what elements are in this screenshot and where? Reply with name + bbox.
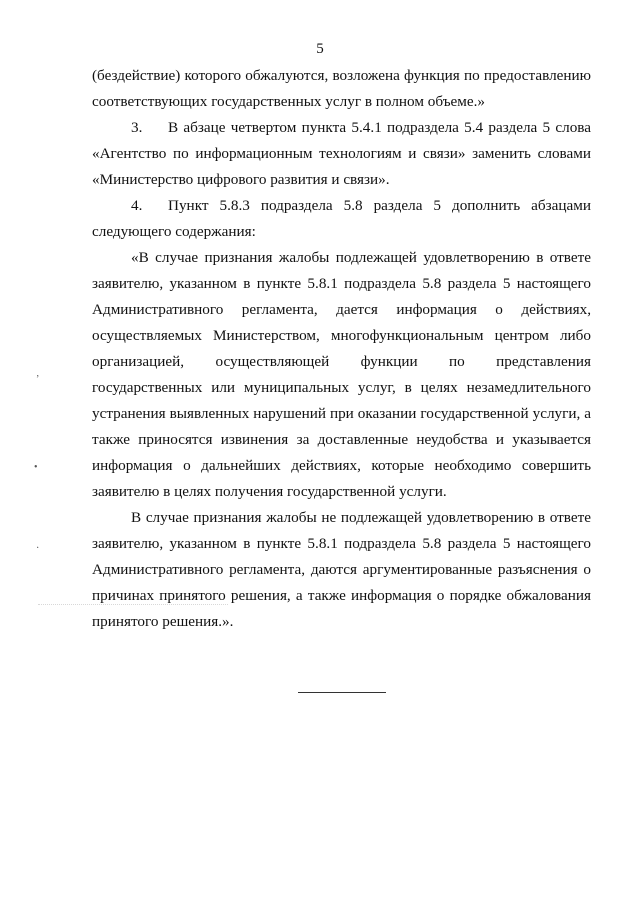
scan-artifact-line: [38, 604, 228, 608]
margin-speck: ․: [36, 540, 40, 551]
paragraph-item-4: [92, 193, 591, 245]
paragraph-text: В абзаце четвертом пункта 5.4.1 подраздела 5.4 раздела 5 слова «Агентство по информационным технологиям и связи» заменить словами «Министерство цифрового развития и связи».: [92, 119, 591, 188]
paragraph-quote-satisfied: «В случае признания жалобы подлежащей удовлетворению в ответе заявителю, указанном в пункте 5.8.1 подраздела 5.8 раздела 5 настоящего Административного регламента, дается информация о действиях, осуществляемых Министерством, многофункциональным центром либо организацией, осуществляющей функции по представления государственных или муниципальных услуг, в целях незамедлительного устранения выявленных нарушений при оказании государственной услуги, а также приносятся извинения за доставленные неудобства и указывается информация о дальнейших действиях, которые необходимо совершить заявителю в целях получения государственной услуги.: [92, 249, 591, 500]
closing-divider: [298, 692, 386, 693]
margin-speck: ’: [36, 374, 40, 385]
item-number: 4.: [131, 197, 143, 214]
paragraph-quote-rejected: В случае признания жалобы не подлежащей удовлетворению в ответе заявителю, указанном в пункте 5.8.1 подраздела 5.8 раздела 5 настоящего Административного регламента, даются аргументированные разъяснения о причинах принятого решения, а также информация о порядке обжалования принятого решения.».: [92, 509, 591, 630]
margin-speck: •: [34, 462, 38, 473]
paragraph-continuation: (бездействие) которого обжалуются, возложена функция по предоставлению соответствующих государственных услуг в полном объеме.»: [92, 67, 591, 110]
page-number: 5: [316, 41, 324, 57]
item-number: 3.: [131, 119, 143, 136]
document-body: [92, 63, 591, 635]
paragraph-item-3: [92, 115, 591, 193]
paragraph-text: Пункт 5.8.3 подраздела 5.8 раздела 5 дополнить абзацами следующего содержания:: [92, 197, 591, 240]
